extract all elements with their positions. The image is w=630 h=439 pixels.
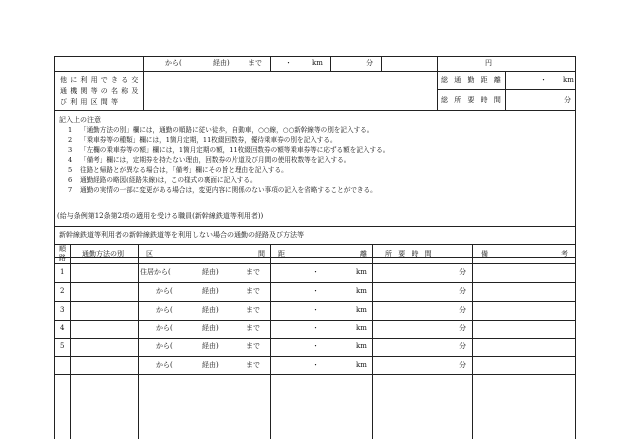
note-5-number: 5 [68,166,73,174]
table2-row-5-divider [54,356,576,357]
top-row-col-3 [330,56,331,71]
note-7-number: 7 [68,186,73,194]
table2-row-2-divider [54,301,576,302]
table2-title-divider [54,244,576,245]
row-5-number: 5 [60,342,65,350]
top-min: 分 [366,59,373,67]
header-section-b: 間 [258,250,265,258]
note-1-number: 1 [68,126,73,134]
row-1-min: 分 [459,268,466,276]
header-method: 通勤方法の別 [82,250,124,258]
table2-col-distance [372,244,373,439]
header-remarks-a: 備 [481,250,488,258]
row-4-number: 4 [60,324,65,332]
row-2-from: から( [156,287,173,295]
note-4-number: 4 [68,156,73,164]
row-1-dot: ・ [312,268,319,276]
row-5-to: まで [246,342,260,350]
table2-col-order [70,244,71,439]
row-1-km: km [356,268,367,276]
notes-divider [54,110,576,111]
row-3-dot: ・ [312,306,319,314]
top-row-col-1 [143,56,144,71]
row-3-via: 経由) [202,306,219,314]
top-dot: ・ [285,59,292,67]
row-5-via: 経由) [202,342,219,350]
header-remarks-b: 考 [561,250,568,258]
totals-left-divider [437,71,438,110]
total-distance-label: 総 通 勤 距 離 [441,76,503,84]
note-5-text: 往路と帰路とが異なる場合は，「備考」欄にその旨と理由を記入する。 [80,166,288,174]
row-6-km: km [356,361,367,369]
row-2-dot: ・ [312,287,319,295]
row-2-min: 分 [459,287,466,295]
table2-header-divider [54,263,576,264]
note-6-number: 6 [68,176,73,184]
row-1-via: 経由) [202,268,219,276]
table2-col-section [270,244,271,439]
row-2-to: まで [246,287,260,295]
row-4-to: まで [246,324,260,332]
row-3-min: 分 [459,306,466,314]
table2-row-6-divider [54,374,576,375]
note-3-number: 3 [68,146,73,154]
note-2-text: 「乗車券等の種類」欄には，1箇月定期，11枚綴回数券，優待乗車券の別を記入する。 [80,136,337,144]
notes-title: 記入上の注意 [59,116,101,124]
row-1-from: 住居から( [140,268,171,276]
total-distance-unit: km [563,76,574,84]
top-row-col-4 [381,56,382,71]
row-1-to: まで [246,268,260,276]
top-via: 経由) [213,59,230,67]
table2-col-method [138,244,139,439]
total-time-label: 総 所 要 時 間 [441,96,503,104]
top-row-col-2 [270,56,271,71]
table2-row-3-divider [54,320,576,321]
row-6-min: 分 [459,361,466,369]
note-6-text: 通勤経路の略図(経路朱線)は，この様式の裏面に記入する。 [80,176,257,184]
header-order-line-1: 順 [59,245,66,253]
top-km: km [312,59,323,67]
other-transport-label-line-3: び利用区間等 [60,98,122,106]
alternate-route-table [54,226,576,439]
table2-col-time [472,244,473,439]
top-row-divider [54,71,576,72]
table2-row-1-divider [54,282,576,283]
table2-title: 新幹線鉄道等利用者の新幹線鉄道等を利用しない場合の通勤の経路及び方法等 [59,231,304,239]
note-1-text: 「通勤方法の別」欄には，通勤の順路に従い徒歩，自動車，○○線，○○新幹線等の別を記入する。 [80,126,374,134]
row-1-number: 1 [60,268,65,276]
total-time-unit: 分 [564,96,571,104]
other-transport-divider [143,71,144,110]
note-3-text: 「左欄の乗車券等の額」欄には，1箇月定期の額，11枚綴回数券の額等乗車券等に応ずる額を記入する。 [80,146,390,154]
note-2-number: 2 [68,136,73,144]
row-3-km: km [356,306,367,314]
row-2-number: 2 [60,287,65,295]
row-5-dot: ・ [312,342,319,350]
top-yen: 円 [485,59,492,67]
row-3-to: まで [246,306,260,314]
row-3-from: から( [156,306,173,314]
totals-mid-divider [505,71,506,110]
top-from: から( [165,59,182,67]
row-4-km: km [356,324,367,332]
row-4-from: から( [156,324,173,332]
row-6-from: から( [156,361,173,369]
header-section-a: 区 [146,250,153,258]
header-order-line-2: 路 [59,254,66,262]
other-transport-label-line-2: 通機関等の名称及 [60,87,142,95]
table2-row-4-divider [54,338,576,339]
row-5-from: から( [156,342,173,350]
section-caption: (給与条例第12条第2項の適用を受ける職員(新幹線鉄道等利用者)) [57,212,264,220]
row-2-km: km [356,287,367,295]
row-4-via: 経由) [202,324,219,332]
total-distance-dot: ・ [540,76,547,84]
top-row-col-5 [437,56,438,71]
row-5-km: km [356,342,367,350]
note-4-text: 「備考」欄には，定期券を持たない理由，回数券の片道及び月間の使用枚数等を記入する。 [80,156,351,164]
row-6-to: まで [246,361,260,369]
header-distance-b: 離 [360,250,367,258]
header-time: 所 要 時 間 [385,250,434,258]
row-4-min: 分 [459,324,466,332]
row-5-min: 分 [459,342,466,350]
row-6-dot: ・ [312,361,319,369]
totals-divider [437,89,576,90]
row-4-dot: ・ [312,324,319,332]
header-distance-a: 距 [278,250,285,258]
top-to: まで [248,59,262,67]
row-2-via: 経由) [202,287,219,295]
row-6-via: 経由) [202,361,219,369]
other-transport-label-line-1: 他に利用できる交 [60,76,142,84]
note-7-text: 通勤の実情の一部に変更がある場合は，変更内容に関係のない事項の記入を省略することができる。 [80,186,377,194]
row-3-number: 3 [60,306,65,314]
